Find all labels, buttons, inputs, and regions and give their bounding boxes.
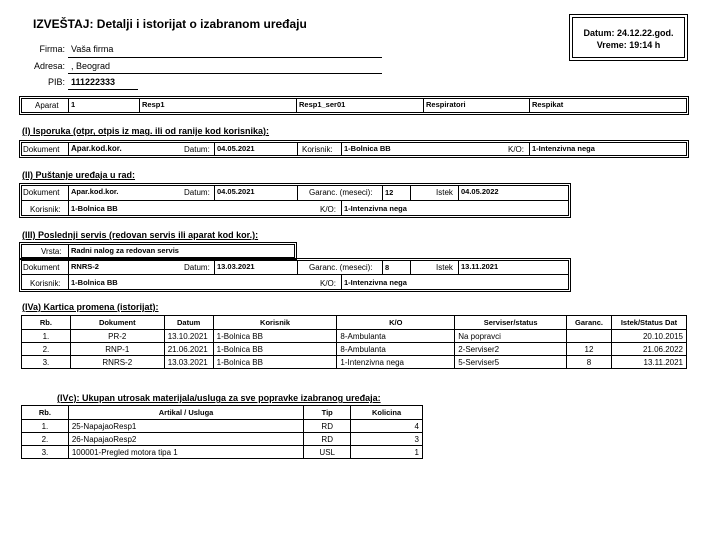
utrosak-cell: 26-NapajaoResp2 xyxy=(68,433,303,446)
aparat-row xyxy=(19,96,689,115)
utrosak-cell: 2. xyxy=(22,433,69,446)
kartica-cell: Na popravci xyxy=(455,330,567,343)
pustanje-garanc: 12 xyxy=(385,188,394,197)
pustanje-title: (II) Puštanje uređaja u rad: xyxy=(22,170,136,180)
kartica-cell: 8 xyxy=(567,356,612,369)
kartica-cell: 20.10.2015 xyxy=(611,330,686,343)
pib-underline xyxy=(68,89,138,90)
isporuka-datum: 04.05.2021 xyxy=(217,144,255,153)
date-time-box xyxy=(569,14,688,61)
pustanje-datum-label: Datum: xyxy=(184,188,210,197)
utrosak-cell: 1 xyxy=(351,446,423,459)
firma-underline xyxy=(68,57,382,58)
utrosak-cell: 4 xyxy=(351,420,423,433)
kartica-cell: 8-Ambulanta xyxy=(337,330,455,343)
utrosak-cell: 25-NapajaoResp1 xyxy=(68,420,303,433)
aparat-name: Resp1 xyxy=(142,100,165,109)
servis-vrsta-label: Vrsta: xyxy=(41,247,62,256)
isporuka-title: (I) Isporuka (otpr, otpis iz mag. ili od ranije kod korisnika): xyxy=(22,126,270,136)
report-title: IZVEŠTAJ: Detalji i istorijat o izabranom uređaju xyxy=(33,17,307,31)
utrosak-cell: RD xyxy=(304,433,351,446)
servis-korisnik: 1-Bolnica BB xyxy=(71,278,118,287)
kartica-header: Serviser/status xyxy=(455,316,567,330)
servis-korisnik-label: Korisnik: xyxy=(30,279,61,288)
utrosak-header: Kolicina xyxy=(351,406,423,420)
table-row xyxy=(22,433,423,446)
pib-value: 111222333 xyxy=(71,77,116,87)
aparat-type: Respikat xyxy=(532,100,564,109)
pustanje-istek: 04.05.2022 xyxy=(461,187,499,196)
kartica-header: Datum xyxy=(164,316,213,330)
servis-datum-label: Datum: xyxy=(184,263,210,272)
kartica-header: Garanc. xyxy=(567,316,612,330)
servis-dokument: RNRS-2 xyxy=(71,262,99,271)
firma-label: Firma: xyxy=(39,44,65,54)
utrosak-cell: 3. xyxy=(22,446,69,459)
kartica-header: Rb. xyxy=(22,316,71,330)
kartica-cell: RNP-1 xyxy=(70,343,164,356)
pustanje-ko-label: K/O: xyxy=(320,205,337,214)
kartica-cell: 1-Intenzivna nega xyxy=(337,356,455,369)
aparat-serial: Resp1_ser01 xyxy=(299,100,346,109)
utrosak-table xyxy=(21,405,423,459)
utrosak-header: Rb. xyxy=(22,406,69,420)
kartica-cell: 13.03.2021 xyxy=(164,356,213,369)
servis-istek: 13.11.2021 xyxy=(461,262,499,271)
utrosak-cell: 1. xyxy=(22,420,69,433)
servis-dokument-label: Dokument xyxy=(23,263,60,272)
isporuka-dokument: Apar.kod.kor. xyxy=(71,144,122,153)
kartica-cell: 13.11.2021 xyxy=(611,356,686,369)
utrosak-cell: USL xyxy=(304,446,351,459)
table-row xyxy=(22,356,687,369)
kartica-cell: 5-Serviser5 xyxy=(455,356,567,369)
isporuka-ko-label: K/O: xyxy=(508,145,525,154)
kartica-cell: 3. xyxy=(22,356,71,369)
kartica-header-row xyxy=(22,316,687,330)
servis-datum: 13.03.2021 xyxy=(217,262,255,271)
pustanje-dokument-label: Dokument xyxy=(23,188,60,197)
kartica-header: Istek/Status Dat xyxy=(611,316,686,330)
kartica-cell: 8-Ambulanta xyxy=(337,343,455,356)
pustanje-garanc-label: Garanc. (meseci): xyxy=(309,188,373,197)
kartica-cell: 2-Serviser2 xyxy=(455,343,567,356)
isporuka-korisnik-label: Korisnik: xyxy=(302,145,333,154)
servis-title: (III) Poslednji servis (redovan servis ili aparat kod kor.): xyxy=(22,230,259,240)
kartica-table xyxy=(21,315,687,369)
kartica-cell: 21.06.2021 xyxy=(164,343,213,356)
kartica-cell: 2. xyxy=(22,343,71,356)
kartica-cell: 1-Bolnica BB xyxy=(213,330,337,343)
kartica-cell: RNRS-2 xyxy=(70,356,164,369)
kartica-header: Dokument xyxy=(70,316,164,330)
isporuka-korisnik: 1-Bolnica BB xyxy=(344,144,391,153)
servis-garanc-label: Garanc. (meseci): xyxy=(309,263,373,272)
kartica-cell: 13.10.2021 xyxy=(164,330,213,343)
isporuka-datum-label: Datum: xyxy=(184,145,210,154)
kartica-cell: 21.06.2022 xyxy=(611,343,686,356)
utrosak-cell: RD xyxy=(304,420,351,433)
pustanje-korisnik: 1-Bolnica BB xyxy=(71,204,118,213)
table-row xyxy=(22,446,423,459)
pustanje-istek-label: Istek xyxy=(436,188,453,197)
utrosak-cell: 100001-Pregled motora tipa 1 xyxy=(68,446,303,459)
adresa-underline xyxy=(68,73,382,74)
utrosak-title: (IVc): Ukupan utrosak materijala/usluga za sve popravke izabranog uređaja: xyxy=(57,393,381,403)
kartica-cell: 1-Bolnica BB xyxy=(213,356,337,369)
kartica-cell: 1. xyxy=(22,330,71,343)
table-row xyxy=(22,330,687,343)
pib-label: PIB: xyxy=(47,77,65,87)
pustanje-datum: 04.05.2021 xyxy=(217,187,255,196)
table-row xyxy=(22,343,687,356)
kartica-header: K/O xyxy=(337,316,455,330)
pustanje-korisnik-label: Korisnik: xyxy=(30,205,61,214)
report-time: Vreme: 19:14 h xyxy=(596,40,661,50)
kartica-cell: PR-2 xyxy=(70,330,164,343)
kartica-header: Korisnik xyxy=(213,316,337,330)
report-date: Datum: 24.12.22.god. xyxy=(583,28,674,38)
kartica-cell xyxy=(567,330,612,343)
utrosak-header: Artikal / Usluga xyxy=(68,406,303,420)
table-row xyxy=(22,420,423,433)
kartica-cell: 1-Bolnica BB xyxy=(213,343,337,356)
utrosak-header-row xyxy=(22,406,423,420)
isporuka-ko: 1-Intenzivna nega xyxy=(532,144,595,153)
pustanje-ko: 1-Intenzivna nega xyxy=(344,204,407,213)
servis-ko-label: K/O: xyxy=(320,279,337,288)
kartica-title: (IVa) Kartica promena (istorijat): xyxy=(22,302,159,312)
utrosak-header: Tip xyxy=(304,406,351,420)
adresa-value: , Beograd xyxy=(71,61,111,71)
utrosak-cell: 3 xyxy=(351,433,423,446)
pustanje-dokument: Apar.kod.kor. xyxy=(71,187,119,196)
servis-garanc: 8 xyxy=(385,263,390,272)
firma-value: Vaša firma xyxy=(71,44,114,54)
servis-istek-label: Istek xyxy=(436,263,453,272)
servis-ko: 1-Intenzivna nega xyxy=(344,278,407,287)
aparat-id: 1 xyxy=(71,100,76,109)
isporuka-dokument-label: Dokument xyxy=(23,145,60,154)
servis-vrsta: Radni nalog za redovan servis xyxy=(71,246,179,255)
aparat-label: Aparat xyxy=(35,101,59,110)
kartica-cell: 12 xyxy=(567,343,612,356)
aparat-category: Respiratori xyxy=(426,100,466,109)
adresa-label: Adresa: xyxy=(33,61,65,71)
